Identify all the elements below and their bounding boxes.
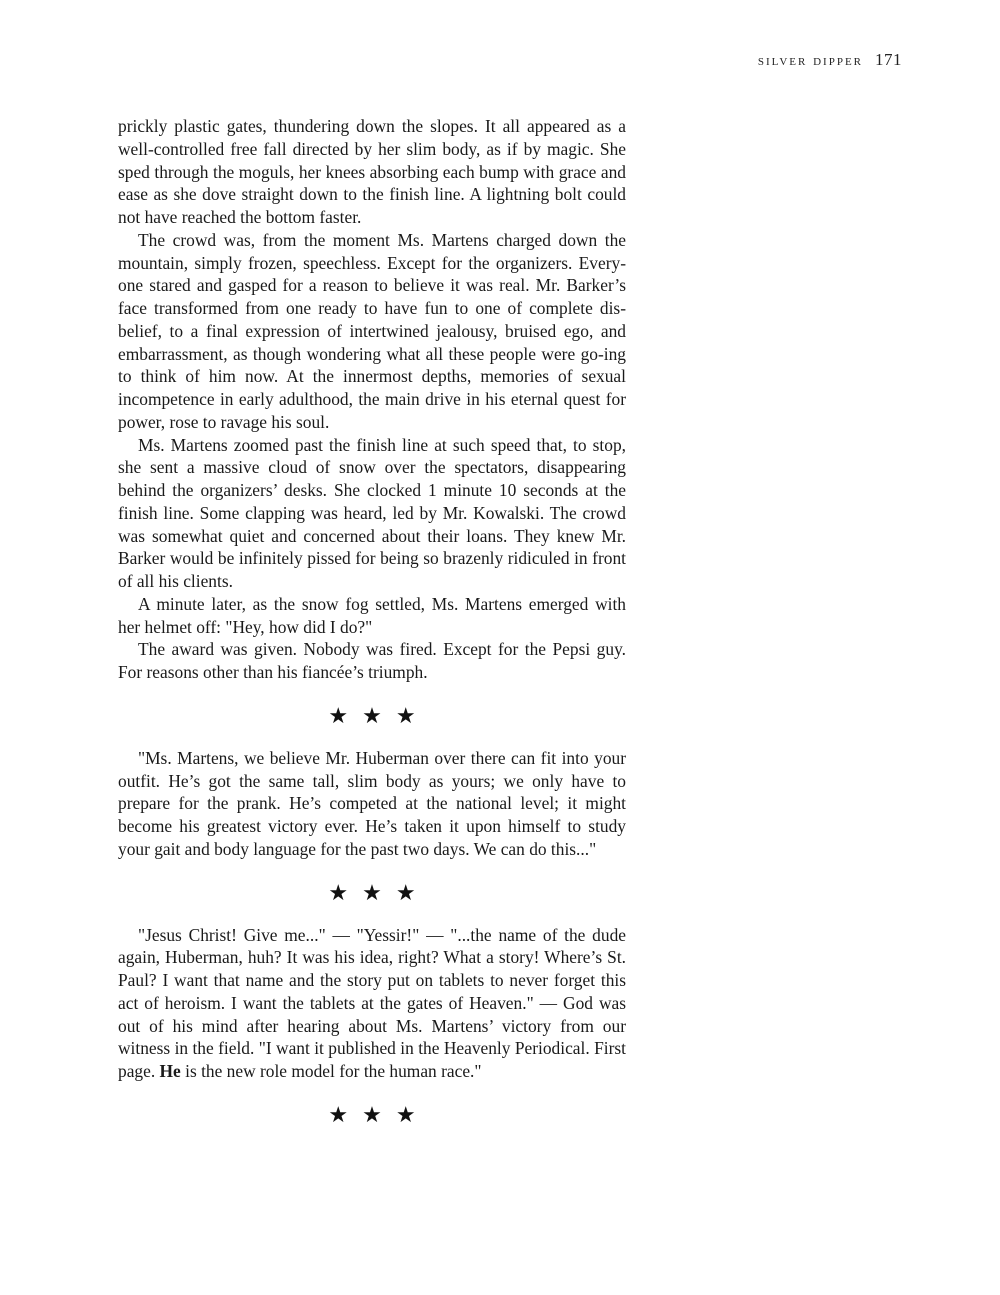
paragraph: "Ms. Martens, we believe Mr. Huberman over there can fit into your outfit. He’s got the same tall, slim body as yours; we only have to prepare for the prank. He’s competed at the national level; it might become his greatest victory ever. He’s taken it upon himself to study your gait and body language for the past two days. We can do this...": [118, 747, 626, 859]
section-break-stars: ★★★: [328, 1101, 430, 1127]
paragraph-text: is the new role model for the human race.": [180, 1061, 482, 1081]
paragraph: Ms. Martens zoomed past the finish line at such speed that, to stop, she sent a massive cloud of snow over the spectators, disappearing behind the organizers’ desks. She clocked 1 minute 10 seconds at the finish line. Some clapping was heard, led by Mr. Kowalski. The crowd was somewhat quiet and concerned about their loans. They knew Mr. Barker would be infinitely pissed for being so brazenly ridiculed in front of all his clients.: [118, 434, 626, 591]
paragraph-text: "Jesus Christ! Give me..." — "Yessir!" — "...the name of the dude again, Huberman, huh? It was his idea, right? What a story! Where’s St. Paul? I want that name and the story put on tablets to never forget this act of heroism. I want the tablets at the gates of Heaven." — God was out of his mind after hearing about Ms. Martens’ victory from our witness in the field. "I want it published in the Heavenly Periodical. First page.: [118, 924, 626, 1081]
page-number: 171: [875, 50, 902, 69]
body-text: [118, 115, 626, 1146]
paragraph: prickly plastic gates, thundering down the slopes. It all appeared as a well-controlled free fall directed by her slim body, as if by magic. She sped through the moguls, her knees absorbing each bump with grace and ease as she dove straight down to the finish line. A lightning bolt could not have reached the bottom faster.: [118, 116, 626, 227]
paragraph: The crowd was, from the moment Ms. Martens charged down the mountain, simply frozen, speechless. Except for the organizers. Every-one stared and gasped for a reason to believe it was real. Mr. Barker’s face transformed from one ready to have fun to one of complete dis-belief, to a final expression of intertwined jealousy, bruised ego, and embarrassment, as though wondering what all these people were go-ing to think of him now. At the innermost depths, memories of sexual incompetence in early adulthood, the main drive in his eternal quest for power, rose to ravage his soul.: [118, 229, 626, 432]
running-title: silver dipper: [757, 53, 863, 69]
paragraph: A minute later, as the snow fog settled, Ms. Martens emerged with her helmet off: "Hey, how did I do?": [118, 593, 626, 637]
section-break-stars: ★★★: [328, 702, 430, 728]
section-break-stars: ★★★: [328, 879, 430, 905]
bold-emphasis: He: [159, 1061, 181, 1081]
paragraph: The award was given. Nobody was fired. Except for the Pepsi guy. For reasons other than his fiancée’s triumph.: [118, 639, 626, 682]
paragraph: [118, 924, 626, 1083]
running-head: [758, 50, 902, 70]
